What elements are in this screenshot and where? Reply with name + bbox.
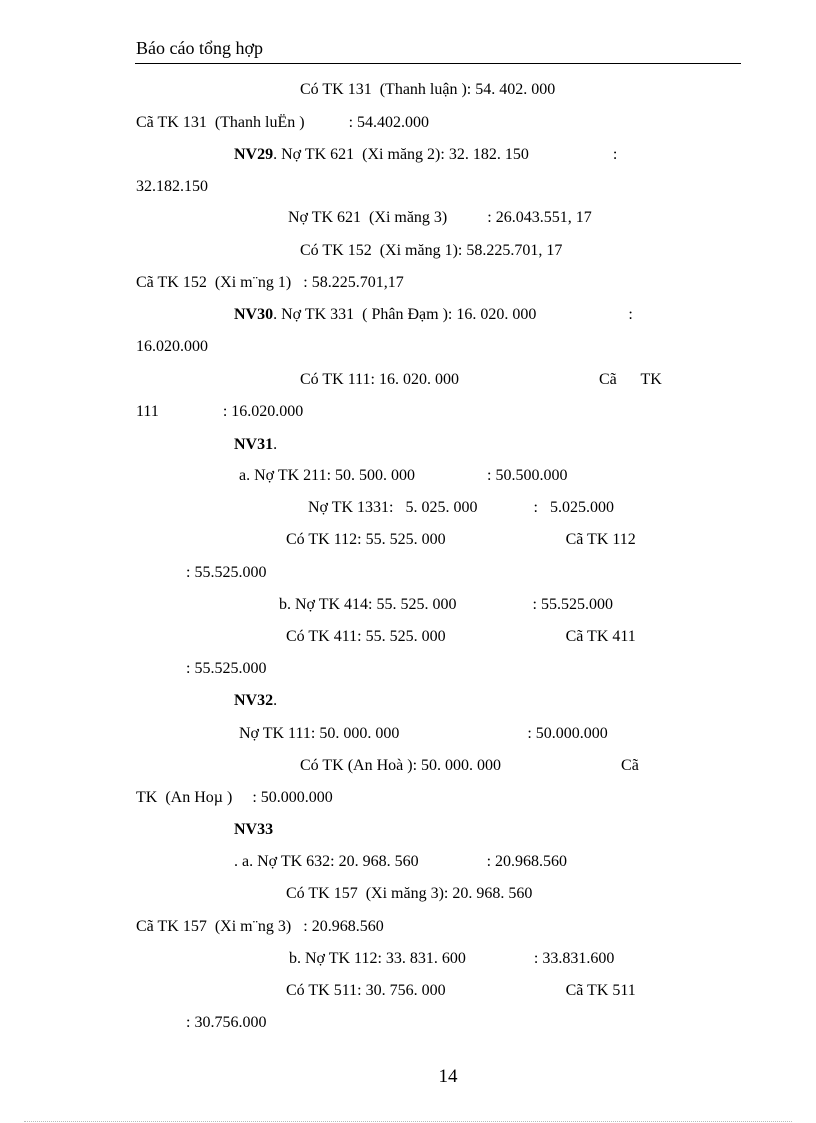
text-line: [286, 981, 636, 1001]
line-text: Cã TK 131 (Thanh luËn ) : 54.402.000: [136, 114, 430, 131]
text-line: [300, 756, 639, 776]
text-line: [308, 498, 614, 518]
header-rule: [135, 63, 741, 64]
text-line: [300, 370, 662, 390]
line-text: 16.020.000: [136, 338, 208, 355]
text-line: [300, 241, 562, 261]
line-text: Cã TK 152 (Xi m¨ng 1) : 58.225.701,17: [136, 274, 404, 291]
line-text: Có TK (An Hoà ): 50. 000. 000 Cã: [300, 757, 639, 774]
text-line: [186, 1013, 266, 1033]
text-line: [136, 402, 303, 422]
text-line: [186, 659, 266, 679]
text-line: [136, 273, 404, 293]
line-text: Có TK 112: 55. 525. 000 Cã TK 112: [286, 531, 636, 548]
line-text: Có TK 411: 55. 525. 000 Cã TK 411: [286, 628, 636, 645]
line-text: . Nợ TK 621 (Xi măng 2): 32. 182. 150 :: [273, 146, 618, 163]
text-line: [136, 177, 208, 197]
text-line: [289, 949, 614, 969]
text-line: [234, 145, 617, 165]
text-line: [234, 305, 633, 325]
line-text: Có TK 152 (Xi măng 1): 58.225.701, 17: [300, 242, 563, 259]
text-line: [136, 113, 429, 133]
text-line: [136, 337, 208, 357]
footer-rule: [24, 1121, 792, 1122]
text-line: [239, 724, 608, 744]
text-line: [234, 691, 277, 711]
line-text: Nợ TK 1331: 5. 025. 000 : 5.025.000: [308, 499, 614, 516]
text-line: [136, 917, 384, 937]
line-text: : 55.525.000: [186, 660, 267, 677]
line-text: Nợ TK 621 (Xi măng 3) : 26.043.551, 17: [288, 209, 592, 226]
line-text: Có TK 511: 30. 756. 000 Cã TK 511: [286, 982, 636, 999]
line-text: : 30.756.000: [186, 1014, 267, 1031]
line-text: 111 : 16.020.000: [136, 403, 304, 420]
line-text: Có TK 111: 16. 020. 000 Cã TK: [300, 371, 662, 388]
line-text: . Nợ TK 331 ( Phân Đạm ): 16. 020. 000 :: [273, 306, 633, 323]
line-text: Cã TK 157 (Xi m¨ng 3) : 20.968.560: [136, 918, 384, 935]
entry-code: NV32: [234, 692, 274, 709]
entry-code: NV33: [234, 821, 274, 838]
page-number: 14: [438, 1066, 458, 1087]
text-line: [286, 530, 636, 550]
text-line: [279, 595, 613, 615]
text-line: [234, 820, 273, 840]
line-text: .: [273, 436, 278, 453]
line-text: Có TK 131 (Thanh luận ): 54. 402. 000: [300, 81, 556, 98]
line-text: b. Nợ TK 112: 33. 831. 600 : 33.831.600: [289, 950, 615, 967]
text-line: [234, 435, 277, 455]
text-line: [186, 563, 266, 583]
text-line: [288, 208, 592, 228]
text-line: [234, 852, 567, 872]
entry-code: NV31: [234, 436, 274, 453]
line-text: a. Nợ TK 211: 50. 500. 000 : 50.500.000: [239, 467, 568, 484]
line-text: 32.182.150: [136, 178, 208, 195]
line-text: . a. Nợ TK 632: 20. 968. 560 : 20.968.560: [234, 853, 568, 870]
line-text: .: [273, 692, 278, 709]
text-line: [300, 80, 555, 100]
line-text: Nợ TK 111: 50. 000. 000 : 50.000.000: [239, 725, 608, 742]
line-text: TK (An Hoµ ) : 50.000.000: [136, 789, 333, 806]
line-text: : 55.525.000: [186, 564, 267, 581]
entry-code: NV30: [234, 306, 274, 323]
line-text: b. Nợ TK 414: 55. 525. 000 : 55.525.000: [279, 596, 613, 613]
entry-code: NV29: [234, 146, 274, 163]
text-line: [286, 884, 532, 904]
line-text: Có TK 157 (Xi măng 3): 20. 968. 560: [286, 885, 533, 902]
page-header-title: Báo cáo tổng hợp: [136, 38, 263, 58]
text-line: [136, 788, 333, 808]
text-line: [286, 627, 636, 647]
text-line: [239, 466, 567, 486]
